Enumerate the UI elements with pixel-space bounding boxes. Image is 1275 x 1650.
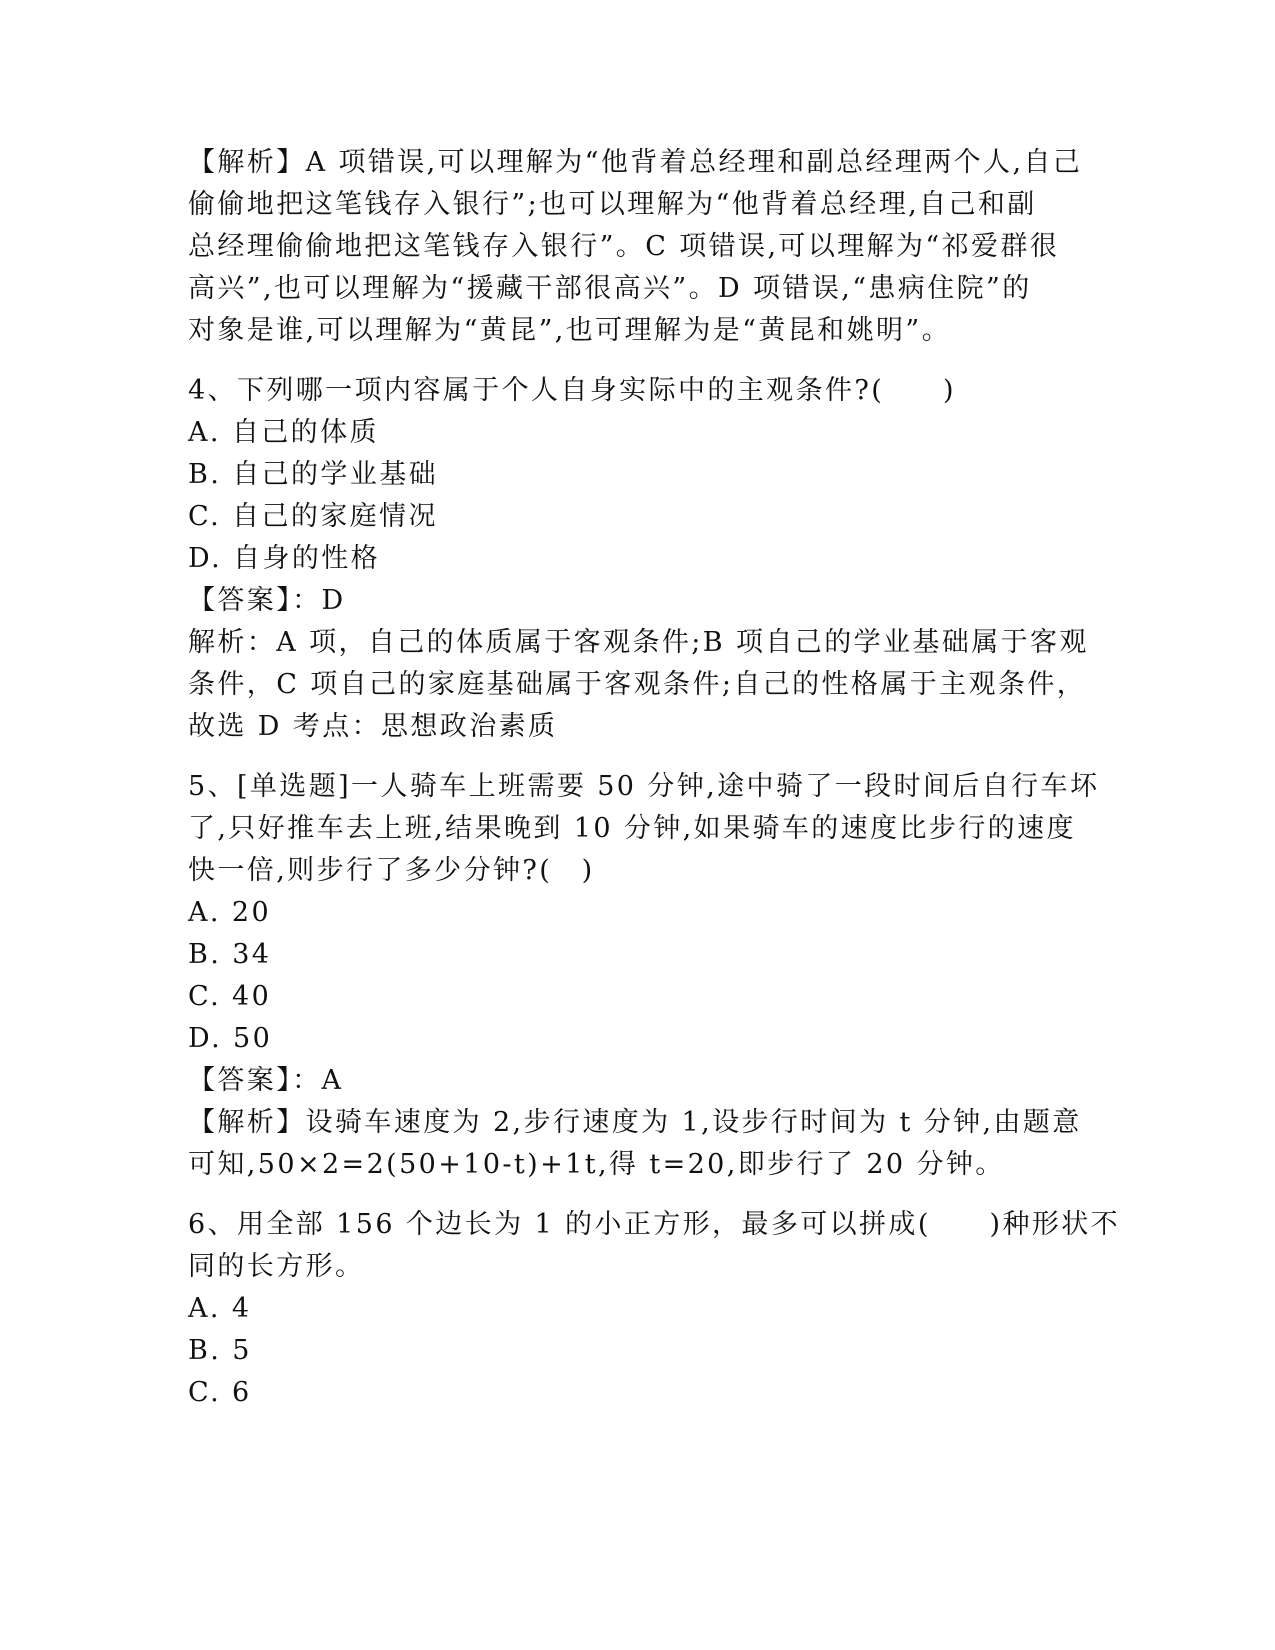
option-b: B. 5 (188, 1335, 252, 1366)
answer: 【答案】：D (188, 585, 346, 616)
analysis-line: 偷偷地把这笔钱存入银行”;也可以理解为“他背着总经理,自己和副 (188, 189, 1037, 220)
question-4 (188, 370, 1088, 748)
spacer (188, 352, 1088, 370)
option-c: C. 40 (188, 981, 272, 1012)
analysis-line: 【解析】设骑车速度为 2,步行速度为 1,设步行时间为 t 分钟,由题意 (188, 1107, 1082, 1138)
spacer (188, 1186, 1088, 1204)
question-5 (188, 766, 1100, 1186)
answer: 【答案】：A (188, 1065, 344, 1096)
option-c: C. 6 (188, 1377, 252, 1408)
question-text: 同的长方形。 (188, 1251, 365, 1282)
analysis-line: 条件，C 项自己的家庭基础属于客观条件;自己的性格属于主观条件， (188, 669, 1087, 700)
question-text: 4、下列哪一项内容属于个人自身实际中的主观条件?( ) (188, 375, 956, 406)
spacer (188, 748, 1088, 766)
analysis-line: 可知,50×2=2(50+10-t)+1t,得 t=20,即步行了 20 分钟。 (188, 1149, 1005, 1180)
option-d: D. 50 (188, 1023, 273, 1054)
option-a: A. 4 (188, 1293, 252, 1324)
option-a: A. 20 (188, 897, 272, 928)
analysis-line: 故选 D 考点：思想政治素质 (188, 711, 558, 742)
option-d: D. 自身的性格 (188, 543, 381, 574)
question-text: 6、用全部 156 个边长为 1 的小正方形，最多可以拼成( )种形状不 (188, 1209, 1121, 1240)
option-a: A. 自己的体质 (188, 417, 379, 448)
analysis-line: 总经理偷偷地把这笔钱存入银行”。C 项错误,可以理解为“祁爱群很 (188, 231, 1060, 262)
question-6 (188, 1204, 1121, 1414)
analysis-line: 高兴”,也可以理解为“援藏干部很高兴”。D 项错误,“患病住院”的 (188, 273, 1032, 304)
analysis-line: 【解析】A 项错误,可以理解为“他背着总经理和副总经理两个人,自己 (188, 147, 1083, 178)
option-c: C. 自己的家庭情况 (188, 501, 438, 532)
option-b: B. 34 (188, 939, 272, 970)
option-b: B. 自己的学业基础 (188, 459, 439, 490)
question-text: 5、[单选题]一人骑车上班需要 50 分钟,途中骑了一段时间后自行车坏 (188, 771, 1100, 802)
document-page (188, 142, 1121, 1414)
question-text: 了,只好推车去上班,结果晚到 10 分钟,如果骑车的速度比步行的速度 (188, 813, 1076, 844)
question-text: 快一倍,则步行了多少分钟?( ) (188, 855, 595, 886)
analysis-line: 解析：A 项，自己的体质属于客观条件;B 项自己的学业基础属于客观 (188, 627, 1089, 658)
q3-analysis (188, 142, 1088, 352)
analysis-line: 对象是谁,可以理解为“黄昆”,也可理解为是“黄昆和姚明”。 (188, 315, 951, 346)
